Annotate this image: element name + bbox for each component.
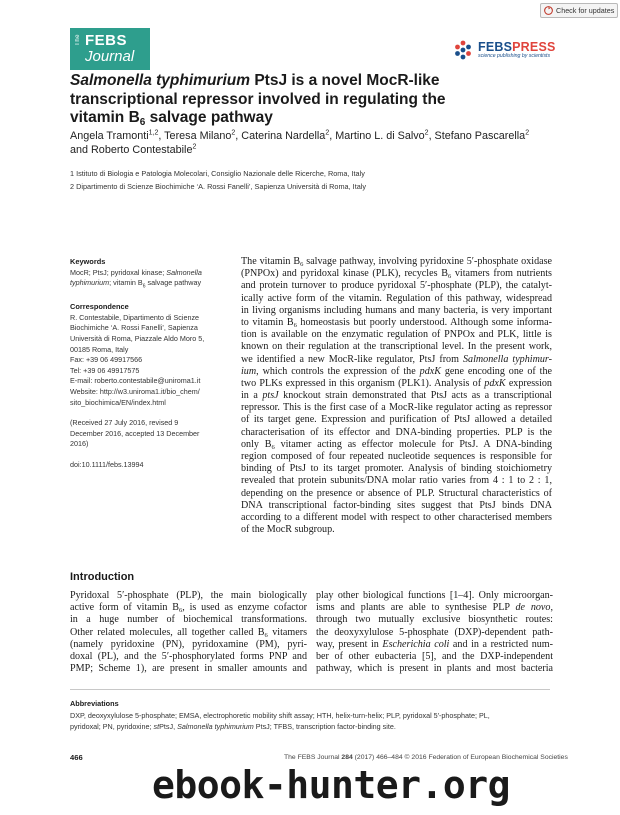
abstract bbox=[241, 256, 552, 536]
author: Angela Tramonti bbox=[70, 130, 149, 142]
body-text: way, present in bbox=[316, 638, 383, 650]
abstract-italic: ium bbox=[241, 365, 257, 377]
abstract-italic: Salmonella typhimur- bbox=[462, 353, 552, 365]
abbreviations-line bbox=[70, 722, 550, 733]
abstract-line: binding of PtsJ to its target promoter. Analysis of binding stoichiometry bbox=[241, 463, 552, 475]
abstract-sub: 6 bbox=[293, 321, 297, 329]
abstract-line: ically active form of the vitamin. Regulation of this pathway, widespread bbox=[241, 292, 552, 304]
title-line2: transcriptional repressor involved in regulating the bbox=[70, 90, 446, 108]
body-text: and in a restricted num- bbox=[449, 638, 553, 650]
correspondence-line: Università di Roma, Piazzale Aldo Moro 5, bbox=[70, 334, 205, 343]
abbreviations-heading: Abbreviations bbox=[70, 699, 119, 708]
body-line: (namely pyridoxine (PN), pyridoxamine (PM), pyri- bbox=[70, 638, 307, 650]
abstract-line: in living organisms including humans and many bacteria, is very important bbox=[241, 304, 552, 316]
author-affil: 2 bbox=[231, 129, 236, 137]
body-line: through two mutually exclusive biosynthetic routes: bbox=[316, 614, 553, 626]
abbr-text: PtsJ, bbox=[159, 721, 178, 731]
article-title bbox=[70, 72, 550, 128]
title-italic: Salmonella typhimurium bbox=[70, 72, 251, 89]
introduction-left-column bbox=[70, 590, 307, 675]
abstract-line: region composed of four repeated nucleotide sequences is responsible for bbox=[241, 451, 552, 462]
publisher-press: PRESS bbox=[512, 39, 556, 54]
abbr-text: pyridoxal; PN, pyridoxine; bbox=[70, 721, 154, 731]
abstract-line: characterisation of its effector and DNA-binding properties. PLP is the bbox=[241, 426, 552, 438]
body-line: Pyridoxal 5′-phosphate (PLP), the main biologically bbox=[70, 590, 307, 601]
keywords-line-2 bbox=[70, 278, 230, 292]
author-affil: 2 bbox=[325, 129, 330, 137]
correspondence-line: R. Contestabile, Dipartimento di Scienze bbox=[70, 312, 200, 322]
article-info-sidebar bbox=[70, 257, 230, 471]
author-list bbox=[70, 130, 560, 157]
body-line: play other biological functions [1–4]. Only microorgan- bbox=[316, 590, 553, 601]
journal-citation bbox=[284, 754, 568, 761]
abstract-sub: 6 bbox=[300, 261, 304, 268]
body-line: pathway, which is present in plants and most bacteria bbox=[316, 663, 553, 675]
keywords-text: MocR; PtsJ; pyridoxal kinase; bbox=[70, 267, 167, 277]
journal-logo-febs: FEBS bbox=[85, 32, 128, 49]
abstract-line: depending on the presence or absence of PLP. Structural characteristics of bbox=[241, 487, 552, 499]
abstract-line: repressor. This is the first case of a MocR-like regulator acting as repressor bbox=[241, 402, 552, 414]
author: , Caterina Nardella bbox=[235, 130, 326, 142]
abstract-line: and protein turnover to produce pyridoxal 5′-phosphate (PLP), the catalyt- bbox=[241, 280, 552, 292]
author: , Stefano Pascarella bbox=[428, 130, 526, 142]
abstract-sub: 6 bbox=[447, 273, 452, 281]
publisher-febs: FEBS bbox=[478, 39, 513, 54]
abstract-line: of the MocR subgroup. bbox=[241, 524, 335, 536]
abstract-italic: pdxK bbox=[484, 377, 506, 389]
abstract-text: two PLKs expressed in this organism (PLK1). Analysis of bbox=[241, 377, 485, 389]
abbreviations-divider bbox=[70, 689, 550, 690]
page-number: 466 bbox=[70, 753, 83, 762]
abstract-text: gene encoding one of the bbox=[440, 365, 552, 377]
journal-logo-the: The bbox=[75, 34, 81, 46]
publisher-tagline: science publishing by scientists bbox=[478, 52, 551, 59]
correspondence-line: 00185 Roma, Italy bbox=[70, 344, 129, 354]
author-affil: 1,2 bbox=[148, 129, 159, 137]
keywords-text: ; vitamin B bbox=[109, 278, 143, 288]
body-text: Other related molecules, all together called B bbox=[70, 626, 265, 638]
abstract-text: The vitamin B bbox=[241, 256, 301, 267]
abbreviations-text bbox=[70, 711, 550, 733]
body-text: , is used as enzyme cofactor bbox=[182, 602, 307, 614]
keywords-heading: Keywords bbox=[70, 257, 106, 266]
title-line3-sub: 6 bbox=[139, 117, 146, 128]
abstract-text: to vitamin B bbox=[241, 316, 294, 328]
body-text: isms and plants are able to synthesise PLP bbox=[316, 602, 516, 614]
correspondence-website-link-cont[interactable]: sito_biochimica/EN/index.html bbox=[70, 397, 166, 407]
abstract-line: known on their regulation at the transcriptional level. In the present work, bbox=[241, 341, 552, 353]
abstract-text: only B bbox=[241, 438, 272, 450]
received-line: December 2016, accepted 13 December bbox=[70, 428, 200, 438]
abbr-text: PtsJ; TFBS, transcription factor-binding site. bbox=[253, 721, 396, 731]
abstract-line: tion is available on the enzymatic regulation of PNPOx and PLK, little is bbox=[241, 329, 552, 341]
correspondence-line: Biochimiche ‘A. Rossi Fanelli’, Sapienza bbox=[70, 323, 198, 333]
body-italic: Escherichia coli bbox=[382, 638, 450, 650]
abstract-text: salvage pathway, involving pyridoxine 5′-phosphate oxidase bbox=[303, 256, 552, 267]
abstract-line: of its target gene. Expression and purification of PtsJ allowed a detailed bbox=[241, 414, 552, 426]
author: , Martino L. di Salvo bbox=[329, 130, 425, 142]
body-line: the deoxyxylulose 5-phosphate (DXP)-dependent path- bbox=[316, 626, 553, 638]
check-for-updates-button[interactable] bbox=[540, 3, 618, 18]
abstract-text: vitamer acting as effector molecule for PtsJ. A DNA-binding bbox=[274, 438, 552, 450]
author: , Teresa Milano bbox=[158, 130, 232, 142]
citation-volume: 284 bbox=[341, 754, 353, 761]
febs-press-dots-icon bbox=[452, 39, 474, 61]
author: and Roberto Contestabile bbox=[70, 143, 193, 156]
author-affil: 2 bbox=[525, 129, 530, 137]
keywords-sub: 6 bbox=[142, 283, 146, 290]
author-affil: 2 bbox=[192, 142, 197, 150]
body-line: PMP; Scheme 1), are present in smaller amounts and bbox=[70, 663, 307, 675]
body-italic: de novo bbox=[515, 602, 551, 614]
received-line: 2016) bbox=[70, 439, 89, 449]
abstract-line: revealed that protein subunits/DNA molar ratio varies from 4 : 1 to 2 : 1, bbox=[241, 475, 552, 487]
abstract-text: homeostasis but poorly understood. Although some informa- bbox=[296, 316, 553, 328]
body-text: vitamers bbox=[267, 626, 307, 638]
abstract-text: knockout strain demonstrated that PtsJ acts as a transcriptional bbox=[278, 390, 552, 402]
body-sub: 6 bbox=[179, 607, 183, 615]
abstract-italic: pdxK bbox=[419, 365, 441, 377]
abbreviations-line: DXP, deoxyxylulose 5-phosphate; EMSA, electrophoretic mobility shift assay; HTH, helix-turn-helix; PLP, pyridoxal 5′-phosphate; PL, bbox=[70, 711, 490, 720]
affiliation-2: 2 Dipartimento di Scienze Biochimiche ‘A. Rossi Fanelli’, Sapienza Università di Roma, Italy bbox=[70, 181, 367, 191]
affiliations bbox=[70, 168, 550, 193]
author-affil: 2 bbox=[424, 129, 429, 137]
correspondence-fax: Fax: +39 06 49917566 bbox=[70, 355, 143, 365]
body-line: ber of other eubacteria [5], and the DXP-independent bbox=[316, 650, 553, 662]
title-line3-pre: vitamin B bbox=[70, 109, 140, 126]
watermark: ebook-hunter.org bbox=[152, 763, 511, 807]
correspondence-heading: Correspondence bbox=[70, 302, 129, 312]
doi-link[interactable]: doi:10.1111/febs.13994 bbox=[70, 459, 144, 469]
abstract-text: , which controls the expression of the bbox=[256, 365, 420, 377]
abstract-text: expression bbox=[505, 377, 552, 389]
title-line3-post: salvage pathway bbox=[145, 109, 273, 126]
abstract-line: DNA transcriptional factor-binding sites suggest that PtsJ binds DNA bbox=[241, 499, 552, 511]
citation-text: (2017) 466–484 © 2016 Federation of European Biochemical Societies bbox=[352, 754, 568, 761]
abstract-italic: ptsJ bbox=[262, 390, 279, 402]
publisher-logo bbox=[452, 38, 556, 62]
body-sub: 6 bbox=[264, 631, 268, 639]
journal-logo-journal: Journal bbox=[85, 48, 135, 65]
introduction-right-column bbox=[316, 590, 553, 675]
abbr-italic: st bbox=[153, 721, 160, 731]
abstract-text: (PNPOx) and pyridoxal kinase (PLK), recycles B bbox=[241, 268, 448, 280]
affiliation-1: 1 Istituto di Biologia e Patologia Molecolari, Consiglio Nazionale delle Ricerche, Roma, Italy bbox=[70, 169, 365, 178]
abbr-italic: Salmonella typhimurium bbox=[177, 721, 254, 731]
abstract-text: vitamers from nutrients bbox=[451, 268, 552, 280]
abstract-text: in a bbox=[241, 390, 263, 402]
body-text: , bbox=[550, 602, 553, 614]
body-line: in a huge number of biochemical transformations. bbox=[70, 614, 307, 626]
keywords-text: salvage pathway bbox=[145, 278, 202, 288]
body-text: active form of vitamin B bbox=[70, 602, 179, 614]
keywords-italic: Salmonella bbox=[166, 267, 202, 277]
introduction-heading: Introduction bbox=[70, 571, 135, 583]
check-for-updates-label: Check for updates bbox=[556, 6, 615, 15]
correspondence-tel: Tel: +39 06 49917575 bbox=[70, 365, 140, 375]
received-line: (Received 27 July 2016, revised 9 bbox=[70, 418, 179, 428]
keywords-italic: typhimurium bbox=[70, 278, 110, 288]
keywords-line-1 bbox=[70, 268, 230, 279]
title-line1: PtsJ is a novel MocR-like bbox=[250, 72, 440, 89]
body-line: doxal (PL), and the 5′-phosphorylated forms PNP and bbox=[70, 650, 307, 662]
abstract-text: we identified a new MocR-like regulator, PtsJ from bbox=[241, 353, 463, 365]
journal-logo bbox=[70, 28, 150, 70]
abstract-line: according to a different model with respect to other characterised members bbox=[241, 511, 552, 523]
citation-text: The FEBS Journal bbox=[284, 754, 342, 761]
refresh-icon bbox=[544, 6, 553, 15]
correspondence-email-link[interactable]: E-mail: roberto.contestabile@uniroma1.it bbox=[70, 376, 201, 386]
abstract-sub: 6 bbox=[271, 443, 275, 451]
correspondence-website-link[interactable]: Website: http://w3.uniroma1.it/bio_chem/ bbox=[70, 386, 200, 396]
